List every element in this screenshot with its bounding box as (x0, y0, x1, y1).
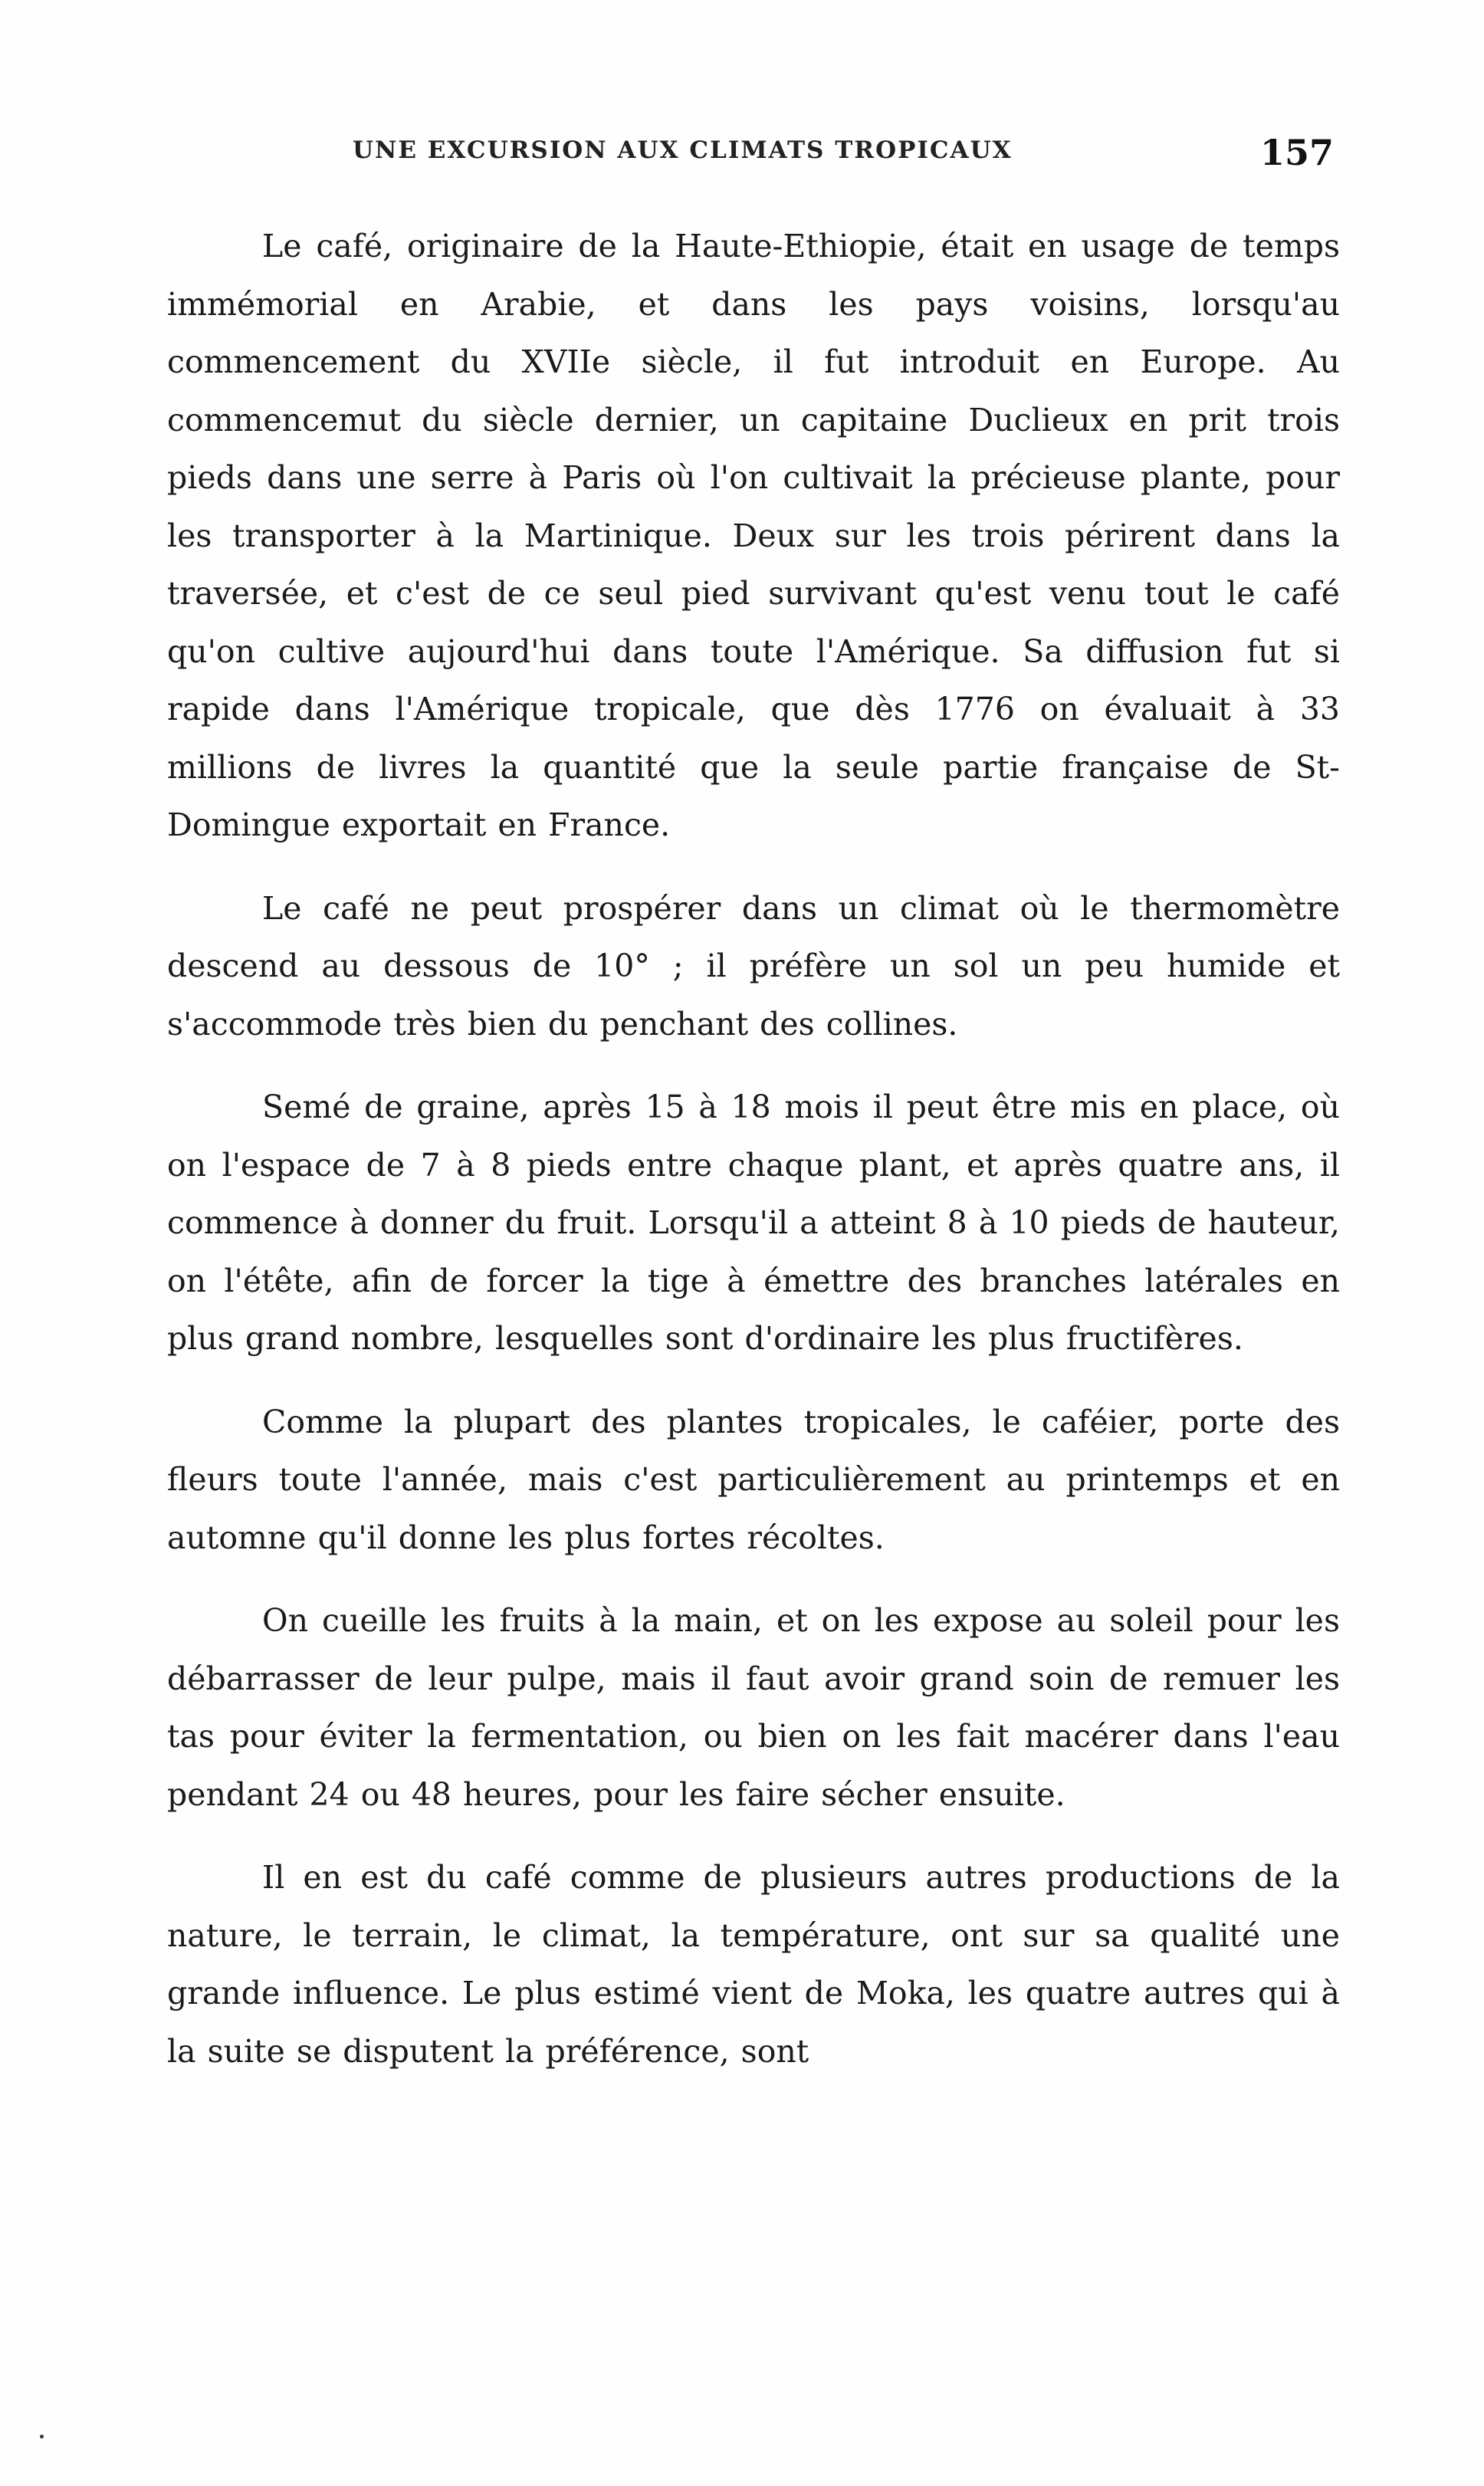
paragraph-5: On cueille les fruits à la main, et on les expose au soleil pour les débarrasser de leur pulpe, mais il faut avoir grand soin de remuer les tas pour éviter la fermentation, ou bien on les fait macérer dans l'eau pendant 24 ou 48 heures, pour les faire sécher ensuite. (167, 1602, 1340, 1813)
paragraph-1: Le café, originaire de la Haute-Ethiopie, était en usage de temps immémorial en Arabie, et dans les pays voisins, lorsqu'au commencement du XVIIe siècle, il fut introduit en Europe. Au commencemut du siècle dernier, un capitaine Duclieux en prit trois pieds dans une serre à Paris où l'on cultivait la précieuse plante, pour les transporter à la Martinique. Deux sur les trois périrent dans la traversée, et c'est de ce seul pied survivant qu'est venu tout le café qu'on cultive aujourd'hui dans toute l'Amérique. Sa diffusion fut si rapide dans l'Amérique tropicale, que dès 1776 on évaluait à 33 millions de livres la quantité que la seule partie française de St-Domingue exportait en France. (167, 228, 1340, 843)
paragraph-2: Le café ne peut prospérer dans un climat où le thermomètre descend au dessous de 10° ; il préfère un sol un peu humide et s'accommode très bien du penchant des collines. (167, 889, 1340, 1043)
paragraph-4: Comme la plupart des plantes tropicales, le caféier, porte des fleurs toute l'année, mais c'est particulièrement au printemps et en automne qu'il donne les plus fortes récoltes. (167, 1403, 1340, 1556)
page-number: 157 (1259, 132, 1334, 173)
running-title: UNE EXCURSION AUX CLIMATS TROPICAUX (353, 136, 1013, 164)
scan-speck (40, 2435, 44, 2438)
paragraph-6: Il en est du café comme de plusieurs autres productions de la nature, le terrain, le climat, la température, ont sur sa qualité une grande influence. Le plus estimé vient de Moka, les quatre autres qui à la suite se disputent la préférence, sont (167, 1859, 1340, 2070)
page-header (353, 132, 1334, 182)
paragraph-3: Semé de graine, après 15 à 18 mois il peut être mis en place, où on l'espace de 7 à 8 pieds entre chaque plant, et après quatre ans, il commence à donner du fruit. Lorsqu'il a atteint 8 à 10 pieds de hauteur, on l'étête, afin de forcer la tige à émettre des branches latérales en plus grand nombre, lesquelles sont d'ordinaire les plus fructifères. (167, 1089, 1340, 1357)
body-text (167, 218, 1340, 2080)
